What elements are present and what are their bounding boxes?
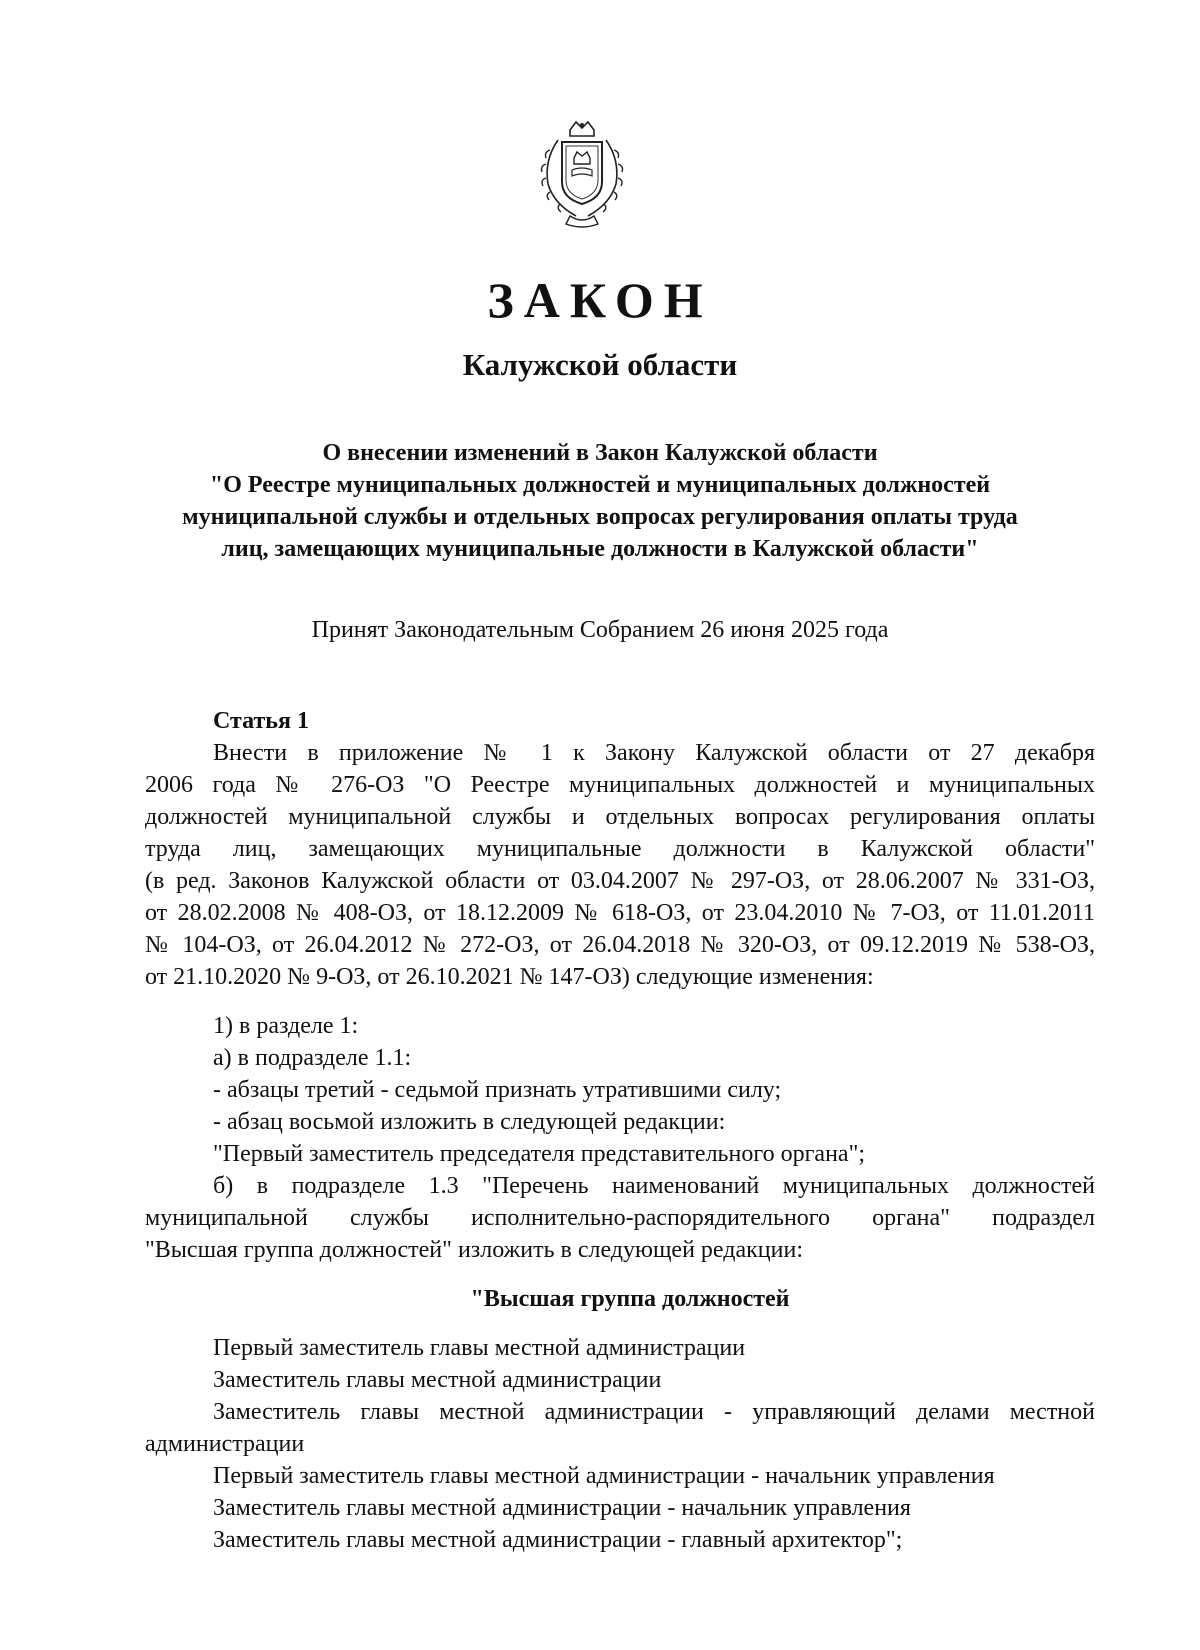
article-heading: Статья 1 <box>213 708 309 734</box>
position-line: Заместитель главы местной администрации - начальник управления <box>213 1495 911 1521</box>
article-intro-line: № 104-ОЗ, от 26.04.2012 № 272-ОЗ, от 26.04.2018 № 320-ОЗ, от 09.12.2019 № 538-ОЗ, <box>145 932 1095 958</box>
region-title: Калужской области <box>462 347 738 382</box>
amendment-item-b-line: муниципальной службы исполнительно-распорядительного органа" подраздел <box>145 1205 1095 1231</box>
subject-line: лиц, замещающих муниципальные должности в Калужской области" <box>221 536 979 562</box>
article-intro-line: от 28.02.2008 № 408-ОЗ, от 18.12.2009 № 618-ОЗ, от 23.04.2010 № 7-ОЗ, от 11.01.2011 <box>145 900 1095 926</box>
document-type-title: ЗАКОН <box>487 272 713 328</box>
position-line: администрации <box>145 1431 305 1457</box>
law-subject-title <box>0 437 1200 565</box>
article-intro-line: труда лиц, замещающих муниципальные должности в Калужской области" <box>145 836 1095 862</box>
position-line: Заместитель главы местной администрации - главный архитектор"; <box>213 1527 903 1553</box>
position-line: Первый заместитель главы местной администрации - начальник управления <box>213 1463 995 1489</box>
amendment-item: "Первый заместитель председателя представительного органа"; <box>213 1141 866 1167</box>
article-intro-line: от 21.10.2020 № 9-ОЗ, от 26.10.2021 № 147-ОЗ) следующие изменения: <box>145 964 874 990</box>
article-intro-line: 2006 года № 276-ОЗ "О Реестре муниципальных должностей и муниципальных <box>145 772 1095 798</box>
amendment-item: а) в подразделе 1.1: <box>213 1045 412 1071</box>
amendment-item: - абзацы третий - седьмой признать утратившими силу; <box>213 1077 782 1103</box>
article-intro-line: Внести в приложение № 1 к Закону Калужской области от 27 декабря <box>213 740 1095 766</box>
coat-of-arms-emblem <box>532 120 632 230</box>
subject-line: О внесении изменений в Закон Калужской области <box>322 440 878 466</box>
position-line: Заместитель главы местной администрации <box>213 1367 662 1393</box>
article-intro-line: должностей муниципальной службы и отдельных вопросах регулирования оплаты <box>145 804 1095 830</box>
article-intro-line: (в ред. Законов Калужской области от 03.04.2007 № 297-ОЗ, от 28.06.2007 № 331-ОЗ, <box>145 868 1095 894</box>
amendment-item: - абзац восьмой изложить в следующей редакции: <box>213 1109 726 1135</box>
adoption-date-line: Принят Законодательным Собранием 26 июня 2025 года <box>311 617 889 643</box>
article-body <box>145 705 1095 1556</box>
position-line: Заместитель главы местной администрации - управляющий делами местной <box>213 1399 1095 1425</box>
amendment-item: 1) в разделе 1: <box>213 1013 359 1039</box>
position-line: Первый заместитель главы местной администрации <box>213 1335 746 1361</box>
subject-line: муниципальной службы и отдельных вопросах регулирования оплаты труда <box>182 504 1018 530</box>
section-title: "Высшая группа должностей <box>470 1286 790 1312</box>
subject-line: "О Реестре муниципальных должностей и муниципальных должностей <box>209 472 991 498</box>
amendment-item-b-line: б) в подразделе 1.3 "Перечень наименований муниципальных должностей <box>213 1173 1095 1199</box>
amendment-item-b-line: "Высшая группа должностей" изложить в следующей редакции: <box>145 1237 803 1263</box>
